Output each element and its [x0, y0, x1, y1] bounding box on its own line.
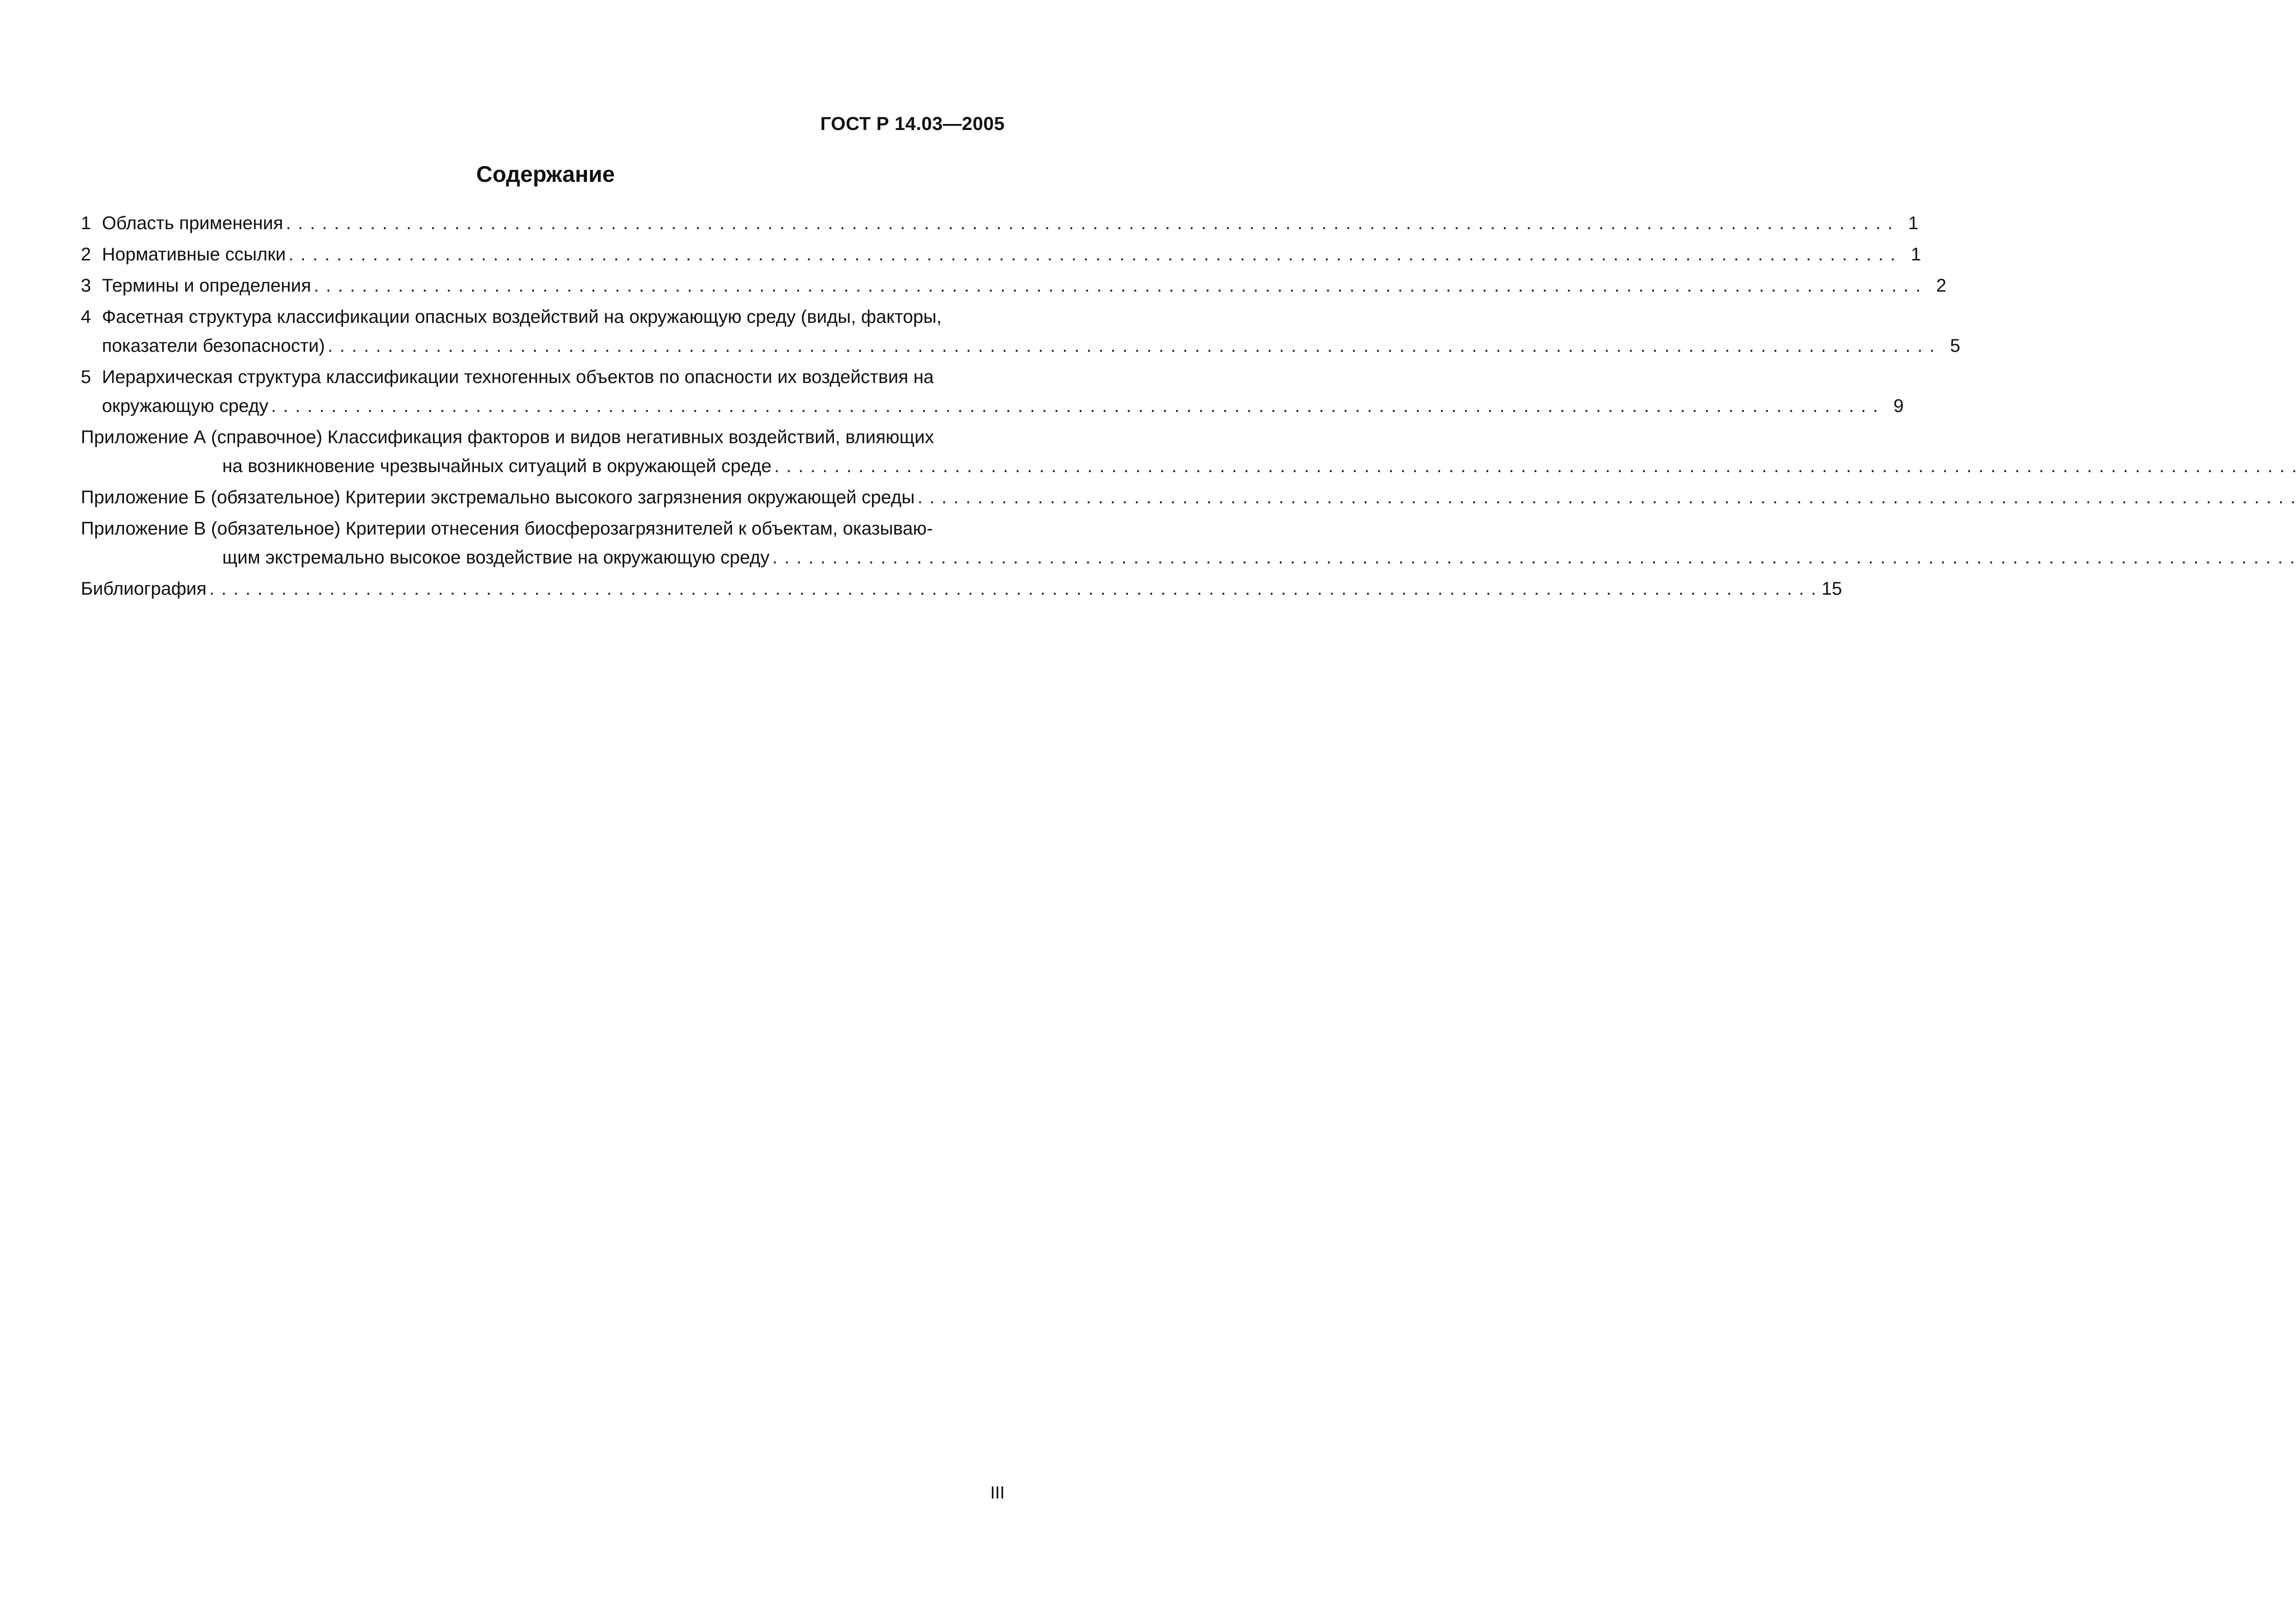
toc-appendix-b[interactable]	[81, 483, 1013, 512]
dot-leader	[288, 240, 1896, 269]
dot-leader	[209, 575, 1817, 603]
toc-entry-title-line: Иерархическая структура классификации техногенных объектов по опасности их воздействия на	[102, 367, 934, 387]
document-code: ГОСТ Р 14.03—2005	[820, 113, 1005, 134]
toc-entry-4[interactable]	[81, 303, 1960, 361]
toc-entry-title: окружающую среду	[102, 396, 269, 416]
dot-leader	[917, 483, 2296, 512]
toc-entry-number: 4	[81, 307, 91, 327]
toc-entry-3[interactable]	[81, 271, 1947, 300]
toc-bibliography[interactable]	[81, 575, 1842, 603]
toc-bibliography-title: Библиография	[81, 579, 207, 599]
toc-entry-page: 1	[1911, 244, 1921, 265]
dot-leader	[328, 332, 1936, 361]
toc-entry-title: Нормативные ссылки	[102, 244, 286, 265]
toc-entry-page: 9	[1893, 396, 1904, 416]
toc-appendix-title: на возникновение чрезвычайных ситуаций в окружающей среде	[222, 456, 772, 476]
toc-entry-2[interactable]	[81, 240, 1921, 269]
toc-appendix-title: Приложение Б (обязательное) Критерии экстремально высокого загрязнения окружающей среды	[81, 487, 915, 507]
dot-leader	[314, 271, 1921, 300]
toc-appendix-a[interactable]	[81, 423, 1013, 481]
toc-entry-title: Область применения	[102, 213, 283, 233]
dot-leader	[772, 543, 2296, 572]
dot-leader	[774, 452, 2296, 481]
toc-appendix-title-line: Приложение А (справочное) Классификация факторов и видов негативных воздействий, влияющих	[81, 427, 934, 447]
toc-title: Содержание	[476, 162, 615, 187]
page-number: III	[990, 1483, 1005, 1503]
toc-entry-title-line: Фасетная структура классификации опасных воздействий на окружающую среду (виды, факторы,	[102, 307, 942, 327]
toc-entry-title: Термины и определения	[102, 276, 311, 296]
dot-leader	[286, 209, 1894, 238]
toc-entry-title: показатели безопасности)	[102, 336, 325, 356]
toc-entry-number: 5	[81, 367, 91, 387]
toc-bibliography-page: 15	[1821, 579, 1842, 599]
table-of-contents	[81, 209, 1960, 606]
toc-appendix-title: щим экстремально высокое воздействие на окружающую среду	[222, 547, 770, 568]
toc-entry-1[interactable]	[81, 209, 1919, 238]
toc-entry-number: 1	[81, 213, 91, 233]
toc-entry-number: 2	[81, 244, 91, 265]
toc-entry-page: 5	[1950, 336, 1960, 356]
toc-entry-page: 1	[1908, 213, 1919, 233]
toc-entry-number: 3	[81, 276, 91, 296]
toc-appendix-v[interactable]	[81, 514, 1013, 572]
toc-entry-page: 2	[1936, 276, 1947, 296]
toc-entry-5[interactable]	[81, 363, 1904, 421]
dot-leader	[271, 392, 1879, 421]
toc-appendix-title-line: Приложение В (обязательное) Критерии отнесения биосферозагрязнителей к объектам, оказываю-	[81, 518, 933, 539]
